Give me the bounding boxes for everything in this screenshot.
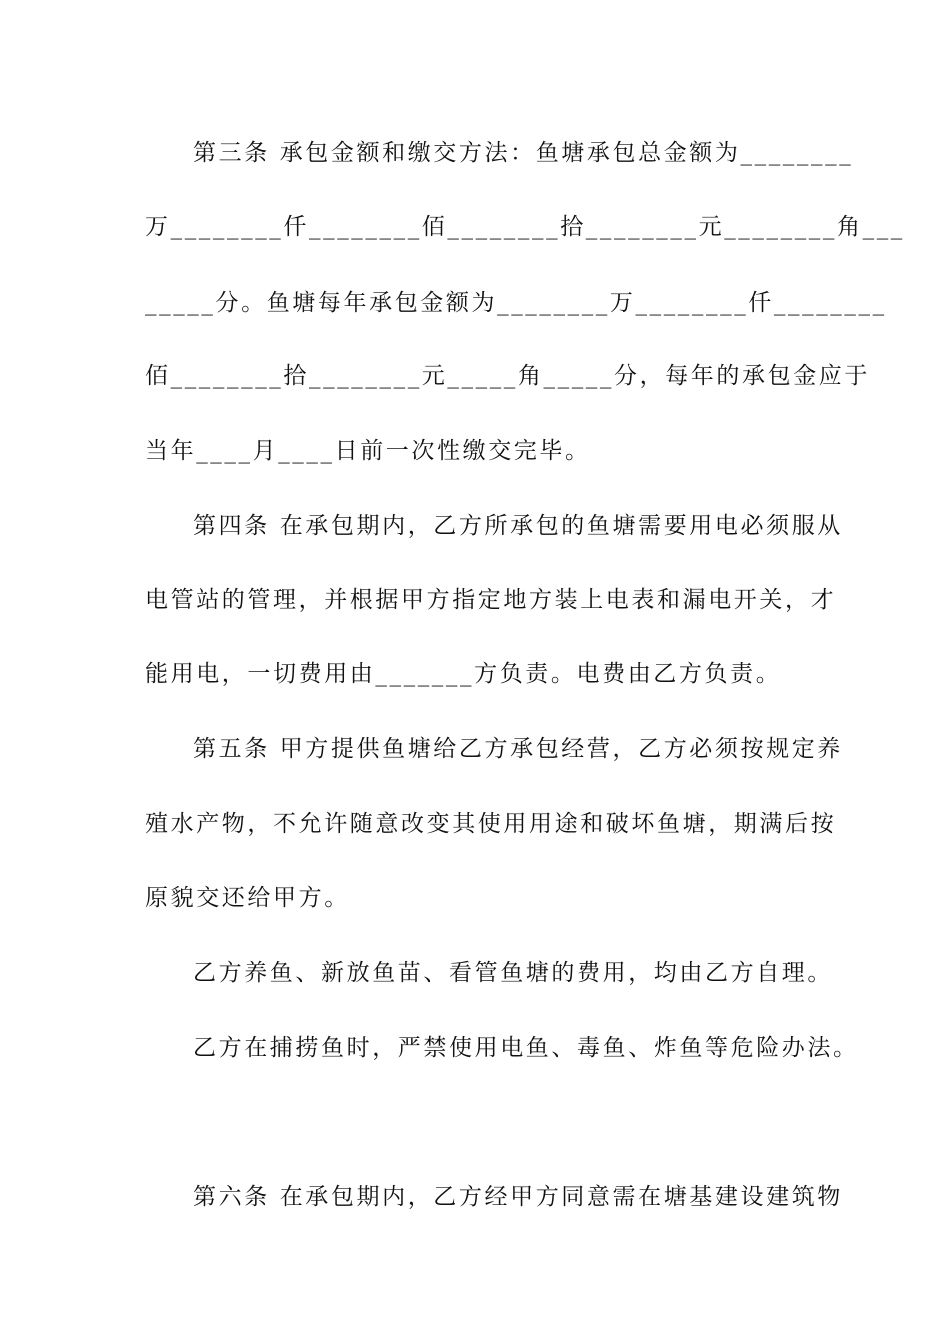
clause-3-line-2: 万________仟________佰________拾________元________角___ xyxy=(145,214,905,240)
paragraph-fish-costs: 乙方养鱼、新放鱼苗、看管鱼塘的费用，均由乙方自理。 xyxy=(193,960,833,986)
clause-5-line-3: 原貌交还给甲方。 xyxy=(145,885,350,911)
clause-5-line-1: 第五条 甲方提供鱼塘给乙方承包经营，乙方必须按规定养 xyxy=(193,736,843,762)
clause-4-line-1: 第四条 在承包期内，乙方所承包的鱼塘需要用电必须服从 xyxy=(193,513,843,539)
clause-3-line-3: _____分。鱼塘每年承包金额为________万________仟________ xyxy=(145,290,887,316)
paragraph-fishing-methods: 乙方在捕捞鱼时，严禁使用电鱼、毒鱼、炸鱼等危险办法。 xyxy=(193,1035,859,1061)
clause-4-line-3: 能用电，一切费用由_______方负责。电费由乙方负责。 xyxy=(145,661,782,687)
clause-5-line-2: 殖水产物，不允许随意改变其使用用途和破坏鱼塘，期满后按 xyxy=(145,811,837,837)
clause-3-line-4: 佰________拾________元_____角_____分，每年的承包金应于 xyxy=(145,363,870,389)
clause-3-line-1: 第三条 承包金额和缴交方法：鱼塘承包总金额为________ xyxy=(193,140,854,166)
clause-4-line-2: 电管站的管理，并根据甲方指定地方装上电表和漏电开关，才 xyxy=(145,587,837,613)
clause-6-line-1: 第六条 在承包期内，乙方经甲方同意需在塘基建设建筑物 xyxy=(193,1184,843,1210)
clause-3-line-5: 当年____月____日前一次性缴交完毕。 xyxy=(145,438,591,464)
